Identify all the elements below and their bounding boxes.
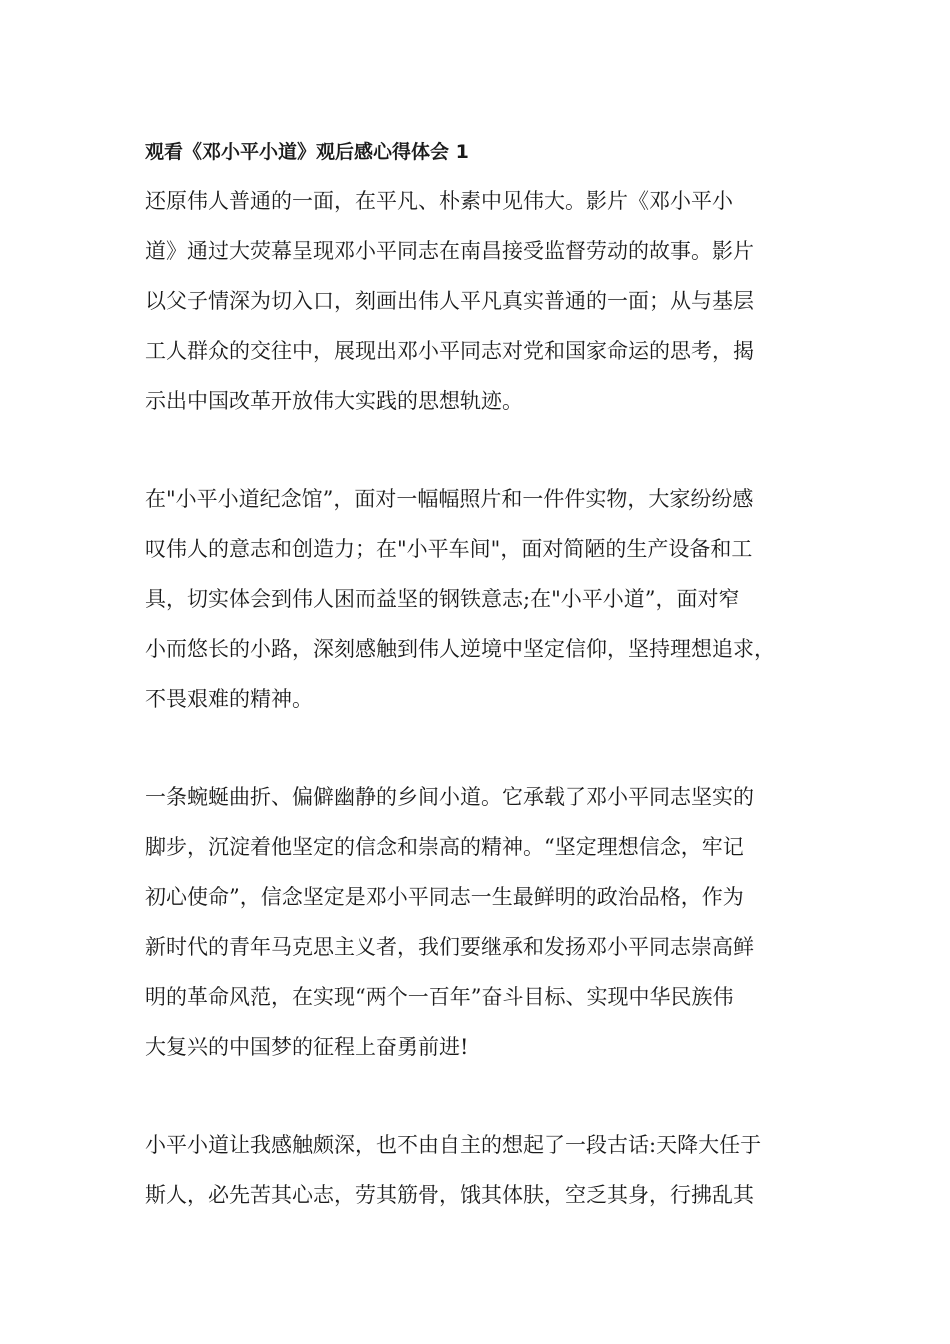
text-line: 以父子情深为切入口，刻画出伟人平凡真实普通的一面；从与基层 <box>145 289 754 313</box>
paragraph-3 <box>145 772 825 1072</box>
paragraph-1 <box>145 176 825 426</box>
text-line: 不畏艰难的精神。 <box>145 687 313 711</box>
paragraph-4 <box>145 1120 825 1220</box>
text-line: 初心使命”，信念坚定是邓小平同志一生最鲜明的政治品格，作为 <box>145 885 744 909</box>
text-line: 小平小道让我感触颇深，也不由自主的想起了一段古话:天降大任于 <box>145 1133 762 1157</box>
text-line: 大复兴的中国梦的征程上奋勇前进! <box>145 1035 469 1059</box>
text-line: 脚步，沉淀着他坚定的信念和崇高的精神。“坚定理想信念，牢记 <box>145 835 744 859</box>
text-line: 道》通过大荧幕呈现邓小平同志在南昌接受监督劳动的故事。影片 <box>145 239 754 263</box>
text-line: 明的革命风范，在实现“两个一百年”奋斗目标、实现中华民族伟 <box>145 985 734 1009</box>
text-line: 具，切实体会到伟人困而益坚的钢铁意志;在"小平小道”，面对窄 <box>145 587 740 611</box>
text-line: 小而悠长的小路，深刻感触到伟人逆境中坚定信仰，坚持理想追求， <box>145 637 775 661</box>
text-line: 叹伟人的意志和创造力；在"小平车间"，面对简陋的生产设备和工 <box>145 537 753 561</box>
text-line: 一条蜿蜒曲折、偏僻幽静的乡间小道。它承载了邓小平同志坚实的 <box>145 785 754 809</box>
text-line: 工人群众的交往中，展现出邓小平同志对党和国家命运的思考，揭 <box>145 339 754 363</box>
text-line: 新时代的青年马克思主义者，我们要继承和发扬邓小平同志崇高鲜 <box>145 935 754 959</box>
text-line: 斯人，必先苦其心志，劳其筋骨，饿其体肤，空乏其身，行拂乱其 <box>145 1183 754 1207</box>
document-title: 观看《邓小平小道》观后感心得体会 1 <box>145 141 469 163</box>
text-line: 示出中国改革开放伟大实践的思想轨迹。 <box>145 389 523 413</box>
text-line: 还原伟人普通的一面，在平凡、朴素中见伟大。影片《邓小平小 <box>145 189 733 213</box>
text-line: 在"小平小道纪念馆”，面对一幅幅照片和一件件实物，大家纷纷感 <box>145 487 754 511</box>
paragraph-2 <box>145 474 825 724</box>
